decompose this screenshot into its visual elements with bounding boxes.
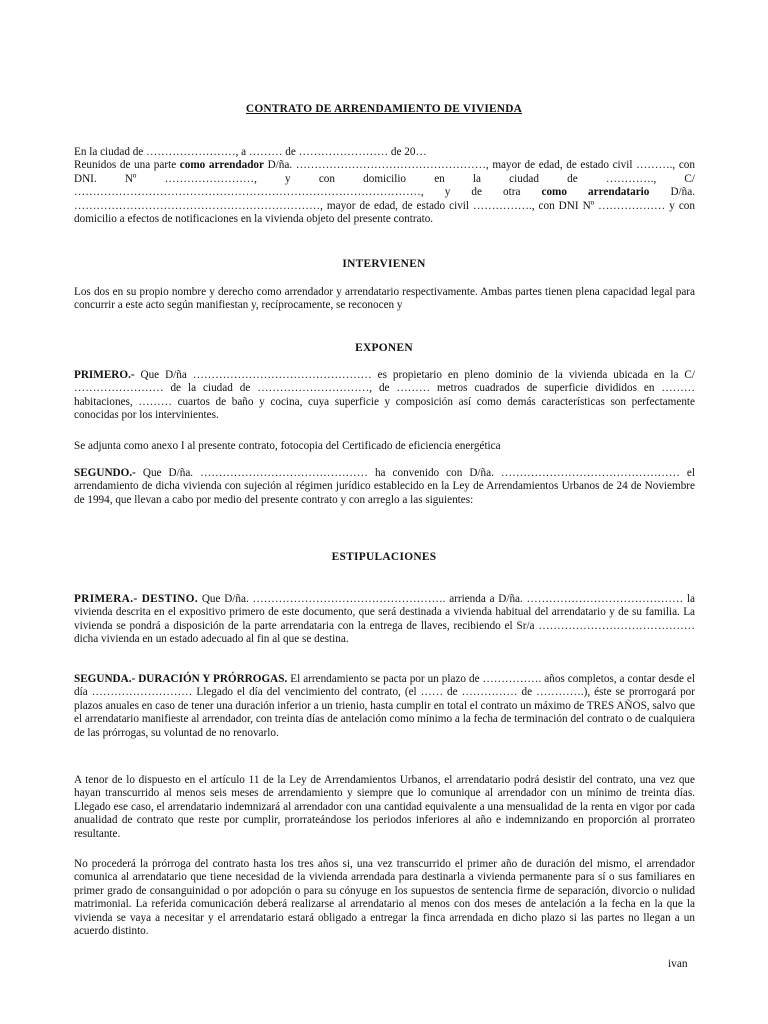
segunda-paragraph — [74, 673, 695, 740]
segundo-text: Que D/ña. ……………………………………… ha convenido con D/ña. ………………………………………… el arrendamiento de dicha vivienda con sujeción al régimen jurídico establecido en la Ley de Arrendamientos Urbanos de 24 de Noviembre de 1994, que llevan a cabo por medio del presente contrato y con arreglo a las siguientes: — [74, 467, 695, 506]
segunda-text: El arrendamiento se pacta por un plazo de ……………. años completos, a contar desde el día ……………………… Llegado el día del vencimiento del contrato, (el …… de …………… de ………….), éste se prorrogará por plazos anuales en caso de tener una duración inferior a un trienio, hasta cumplir en total el contrato un máximo de TRES AÑOS, salvo que el arrendatario manifieste al arrendador, con treinta días de antelación como mínimo a la fecha de terminación del contrato o de cualquiera de las prórrogas, su voluntad de no renovarlo. — [74, 673, 696, 739]
intervienen-paragraph: Los dos en su propio nombre y derecho como arrendador y arrendatario respectivamente. Ambas partes tienen plena capacidad legal para concurrir a este acto según manifiestan y, recíprocamente, se reconocen y — [74, 286, 695, 312]
primero-paragraph — [74, 369, 695, 423]
arrendatario-label: como arrendatario — [541, 186, 650, 199]
intro-text-3: D/ña. …………………………………………………………, mayor de edad, de estado civil ……………., con DNI Nº ……………… y con domicilio a efectos de notificaciones en la vivienda objeto del presente contrato. — [74, 186, 696, 226]
intro-paragraph — [74, 146, 695, 226]
no-procedera-paragraph: No procederá la prórroga del contrato hasta los tres años si, una vez transcurrido el primer año de duración del mismo, el arrendador comunica al arrendatario que tiene necesidad de la vivienda arrendada para destinarla a vivienda permanente para sí o sus familiares en primer grado de consanguinidad o por adopción o para su cónyuge en los supuestos de sentencia firme de separación, divorcio o nulidad matrimonial. La referida comunicación deberá realizarse al arrendatario al menos con dos meses de antelación a la fecha en la que la vivienda se vaya a necesitar y el arrendatario estará obligado a entregar la finca arrendada en dicho plazo si las partes no llegan a un acuerdo distinto. — [74, 858, 695, 938]
intervienen-heading: INTERVIENEN — [342, 258, 426, 270]
document-title: CONTRATO DE ARRENDAMIENTO DE VIVIENDA — [245, 103, 523, 115]
intro-text-1: Reunidos de una parte — [74, 159, 180, 172]
primero-text: Que D/ña ………………………………………… es propietario en pleno dominio de la vivienda ubicada en la C/ …………………… de la ciudad de …………………………, de ……… metros cuadrados de superficie divididos en ……… habitaciones, ……… cuartos de baño y cocina, cuya superficie y composición así como demás características son perfectamente conocidas por los intervinientes. — [74, 369, 695, 422]
footer-author: ivan — [668, 958, 688, 970]
intro-date-line: En la ciudad de ……………………, a ……… de …………………… de 20… — [74, 146, 427, 158]
exponen-heading: EXPONEN — [355, 342, 413, 354]
primero-label: PRIMERO.- — [74, 369, 135, 381]
arrendador-label: como arrendador — [179, 159, 264, 172]
intro-text-2: D/ña. ……………………………………………, mayor de edad, de estado civil ………., con DNI. Nº ……………………, y con domicilio en la ciudad de …………., C/ …………………………………………………………………………………, y de otra — [74, 159, 695, 199]
segunda-label: SEGUNDA.- DURACIÓN Y PRÓRROGAS. — [74, 673, 288, 685]
estipulaciones-heading: ESTIPULACIONES — [331, 551, 437, 563]
tenor-paragraph: A tenor de lo dispuesto en el artículo 11 de la Ley de Arrendamientos Urbanos, el arrendatario podrá desistir del contrato, una vez que hayan transcurrido al menos seis meses de arrendamiento y siempre que lo comunique al arrendador con un mínimo de treinta días. Llegado ese caso, el arrendatario indemnizará al arrendador con una cantidad equivalente a una mensualidad de la renta en vigor por cada anualidad de contrato que reste por cumplir, prorrateándose los periodos inferiores al año e indemnizando en proporción al prorrateo resultante. — [74, 774, 695, 840]
primera-text: Que D/ña. ……………………………………………. arrienda a D/ña. …………………………………… la vivienda descrita en el expositivo primero de este documento, que será destinada a vivienda habitual del arrendatario y de su familia. La vivienda se pondrá a disposición de la parte arrendataria con la entrega de llaves, recibiendo el Sr/a …………………………………… dicha vivienda en un estado adecuado al fin al que se destina. — [74, 593, 695, 646]
segundo-paragraph — [74, 467, 695, 507]
primera-label: PRIMERA.- DESTINO. — [74, 593, 199, 605]
anexo-paragraph: Se adjunta como anexo I al presente contrato, fotocopia del Certificado de eficiencia energética — [74, 440, 501, 452]
primera-paragraph — [74, 593, 695, 647]
segundo-label: SEGUNDO.- — [74, 467, 136, 479]
